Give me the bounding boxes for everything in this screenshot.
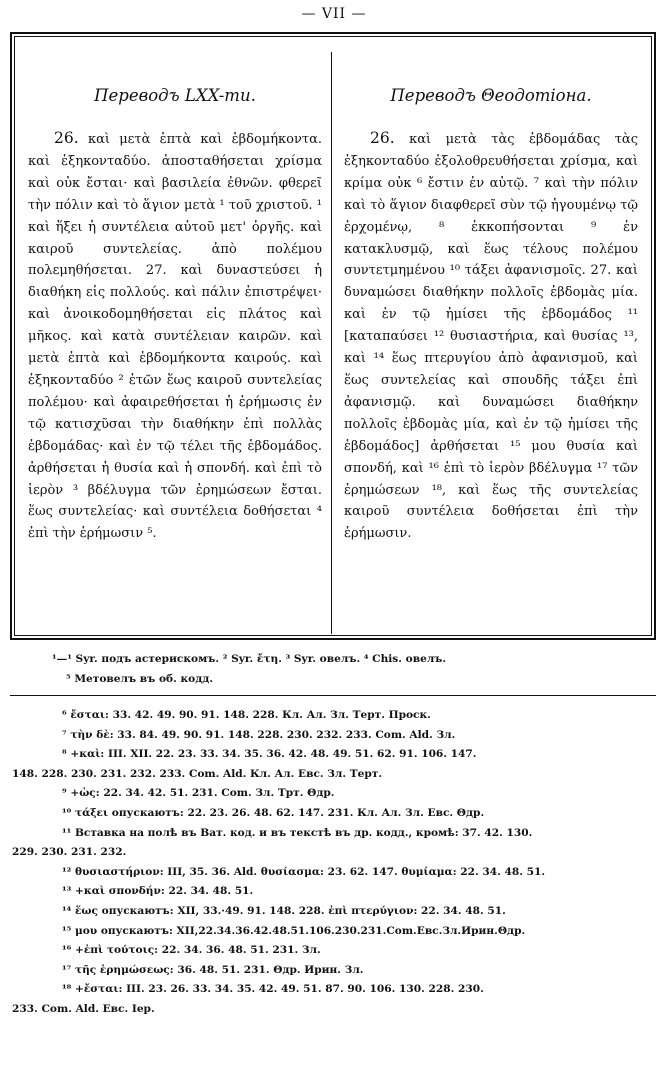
right-column xyxy=(344,86,638,626)
footnote-line: ¹⁷ τῆς ἐρημώσεως: 36. 48. 51. 231. Θдр. Ирин. Зл. xyxy=(62,963,364,976)
footnote-line: 233. Com. Ald. Евс. Iер. xyxy=(12,1002,155,1015)
footnote-line: ⁶ ἔσται: 33. 42. 49. 90. 91. 148. 228. Кл. Ал. Зл. Терт. Проск. xyxy=(62,709,431,721)
theodotion-text xyxy=(344,128,638,545)
footnote-line: ¹³ +καὶ σπονδήν: 22. 34. 48. 51. xyxy=(62,885,254,898)
footnote-line: ¹⁴ ἕως опускаютъ: XII, 33.·49. 91. 148. 228. ἐπὶ πτερύγιον: 22. 34. 48. 51. xyxy=(62,904,506,917)
footnote-line: ¹⁸ +ἔσται: III. 23. 26. 33. 34. 35. 42. 49. 51. 87. 90. 106. 130. 228. 230. xyxy=(62,983,484,996)
footnote-line: ⁸ +καὶ: III. XII. 22. 23. 33. 34. 35. 36. 42. 48. 49. 51. 62. 91. 106. 147. xyxy=(62,748,477,761)
footnote-line: ¹¹ Вставка на полѣ въ Ват. код. и въ текстѣ въ др. кодд., кромѣ: 37. 42. 130. xyxy=(62,826,533,839)
footnote-line: 148. 228. 230. 231. 232. 233. Com. Ald. Кл. Ал. Евс. Зл. Терт. xyxy=(12,767,383,780)
footnote-rule xyxy=(10,695,656,696)
footnote-line: ¹⁰ τάξει опускаютъ: 22. 23. 26. 48. 62. 147. 231. Кл. Ал. Зл. Евс. Θдр. xyxy=(62,806,485,819)
footnote-line: ⁹ +ὡς: 22. 34. 42. 51. 231. Com. Зл. Трт. Θдр. xyxy=(62,787,335,800)
lxx-footnote-line: ⁵ Метовелъ въ об. кодд. xyxy=(66,672,214,685)
left-column xyxy=(28,86,322,626)
theodotion-verse-number: 26. xyxy=(370,129,395,147)
theodotion-footnotes xyxy=(12,706,650,1020)
theodotion-verse-text: καὶ μετὰ τὰς ἑβδομάδας τὰς ἑξηκονταδύο ἐξολοθρευθήσεται χρίσμα, καὶ κρίμα οὐκ ⁶ ἔστιν ἐν αὐτῷ. ⁷ καὶ τὴν πόλιν καὶ τὸ ἅγιον διαφθερεῖ σὺν τῷ ἡγουμένῳ τῷ ἐρχομένῳ, ⁸ ἐκκοπήσονται ⁹ ἐν κατακλυσμῷ, καὶ ἕως τέλους πολέμου συντετμημένου ¹⁰ τάξει ἀφανισμοῖς. 27. καὶ δυναμώσει διαθήκην πολλοῖς ἑβδομὰς μία. καὶ ἐν τῷ ἡμίσει τῆς ἑβδομάδος ¹¹ [καταπαύσει ¹² θυσιαστήρια, καὶ θυσίας ¹³, καὶ ¹⁴ ἕως πτερυγίου ἀπὸ ἀφανισμοῦ, καὶ ἕως συντελείας καὶ σπουδῆς τάξει ἐπὶ ἀφανισμῷ. καὶ δυναμώσει διαθήκην πολλοῖς ἑβδομὰς μία, καὶ ἐν τῷ ἡμίσει τῆς ἑβδομάδος] ἀρθήσεται ¹⁵ μου θυσία καὶ σπονδή, καὶ ¹⁶ ἐπὶ τὸ ἱερὸν βδέλυγμα ¹⁷ τῶν ἐρημώσεων ¹⁸, καὶ ἕως τῆς συντελείας καιροῦ συντέλεια δοθήσεται ἐπὶ τὴν ἐρήμωσιν. xyxy=(344,132,638,542)
footnote-line: ¹⁵ μου опускаютъ: XII,22.34.36.42.48.51.106.230.231.Com.Евс.Зл.Ирин.Θдр. xyxy=(62,924,526,937)
lxx-verse-text: καὶ μετὰ ἑπτὰ καὶ ἑβδομήκοντα. καὶ ἑξηκονταδύο. ἀποσταθήσεται χρίσμα καὶ οὐκ ἔσται· καὶ βασιλεία ἐθνῶν. φθερεῖ τὴν πόλιν καὶ τὸ ἅγιον μετὰ ¹ τοῦ χριστοῦ. ¹ καὶ ἥξει ἡ συντέλεια αὐτοῦ μετ' ὀργῆς. καὶ καιροῦ συντελείας. ἀπὸ πολέμου πολεμηθήσεται. 27. καὶ δυναστεύσει ἡ διαθήκη εἰς πολλούς. καὶ πάλιν ἐπιστρέψει· καὶ ἀνοικοδομηθήσεται εἰς πλάτος καὶ μῆκος. καὶ κατὰ συντέλειαν καιρῶν. καὶ μετὰ ἑπτὰ καὶ ἑβδομήκοντα καιρούς. καὶ ἑξηκονταδύο ² ἐτῶν ἕως καιροῦ συντελείας πολέμου· καὶ ἀφαιρεθήσεται ἡ ἐρήμωσις ἐν τῷ κατισχῦσαι τὴν διαθήκην ἐπὶ πολλὰς ἑβδομάδας· καὶ ἐν τῷ τέλει τῆς ἑβδομάδος. ἀρθήσεται ἡ θυσία καὶ ἡ σπονδή. καὶ ἐπὶ τὸ ἱερὸν ³ βδέλυγμα τῶν ἐρημώσεων ἔσται. ἕως συντελείας· καὶ συντέλεια δοθήσεται ⁴ ἐπὶ τὴν ἐρήμωσιν ⁵. xyxy=(28,132,322,542)
footnote-line: 229. 230. 231. 232. xyxy=(12,846,127,859)
left-column-title: Переводъ LXX-ти. xyxy=(94,86,256,105)
page-number: — VII — xyxy=(301,6,367,22)
lxx-footnote-line: ¹—¹ Syr. подъ астерискомъ. ² Syr. ἔτη. ³ Syr. овелъ. ⁴ Chis. овелъ. xyxy=(52,653,447,665)
footnote-line: ¹⁶ +ἐπὶ τούτοις: 22. 34. 36. 48. 51. 231. Зл. xyxy=(62,944,321,957)
footnote-line: ¹² θυσιαστήριον: III, 35. 36. Ald. θυσίασμα: 23. 62. 147. θυμίαμα: 22. 34. 48. 51. xyxy=(62,865,546,878)
lxx-footnotes xyxy=(52,650,642,689)
column-divider xyxy=(331,52,332,634)
footnote-line: ⁷ τὴν δὲ: 33. 84. 49. 90. 91. 148. 228. 230. 232. 233. Com. Ald. Зл. xyxy=(62,728,456,741)
lxx-text xyxy=(28,128,322,545)
lxx-verse-number: 26. xyxy=(54,129,79,147)
right-column-title: Переводъ Θеодотіона. xyxy=(390,86,592,105)
